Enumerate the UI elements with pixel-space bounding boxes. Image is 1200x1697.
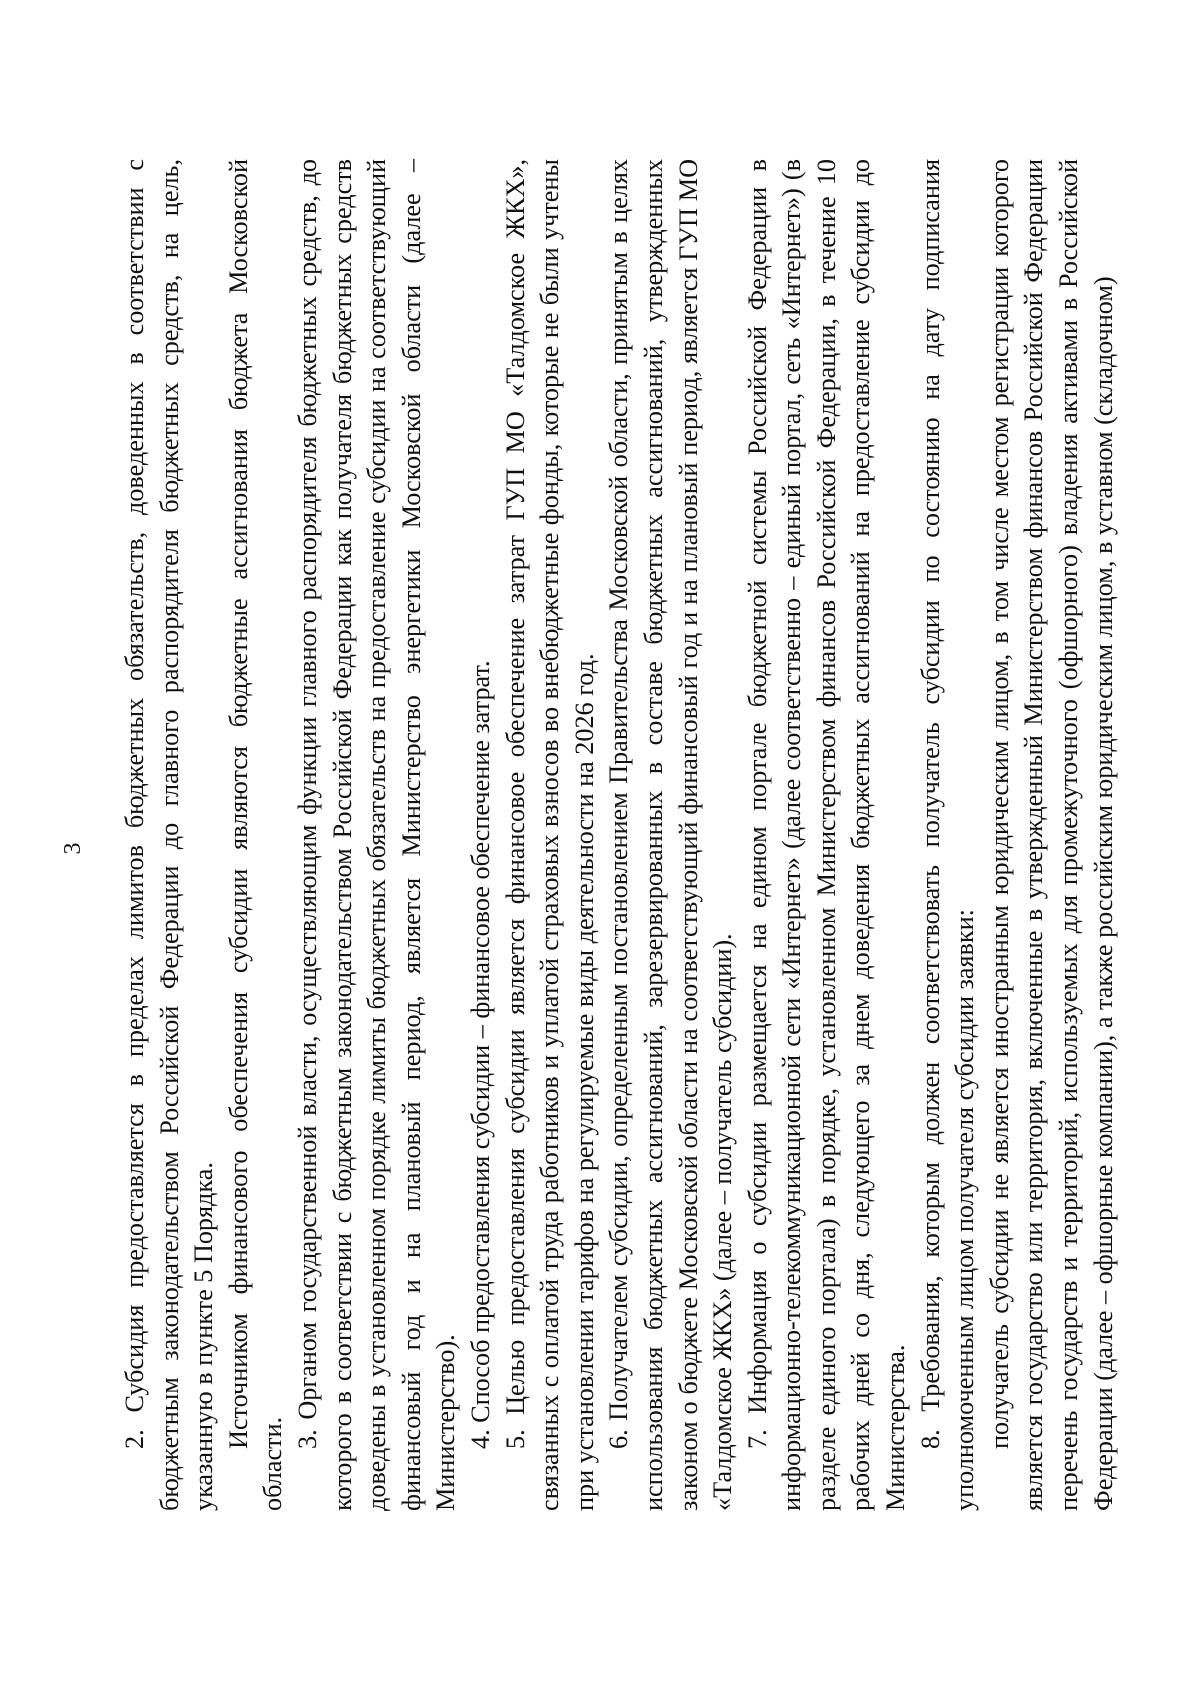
paragraph-5-subsidy-purpose: 5. Целью предоставления субсидии является финансовое обеспечение затрат ГУП МО «Талдомское ЖКХ», связанных с оплатой труда работников и уплатой страховых взносов во внебюджетные фонды, которые не были учтены при установлении тарифов на регулируемые виды деятельности на 2026 год. (500, 159, 599, 1511)
paragraph-requirement-not-foreign: получатель субсидии не является иностранным юридическим лицом, в том числе местом регистрации которого является государство или территория, включенные в утвержденный Министерством финансов Российской Федерации перечень государств и территорий, используемых для промежуточного (офшорного) владения активами в Российской Федерации (далее – офшорные компании), а также российским юридическим лицом, в уставном (складочном) (984, 159, 1118, 1511)
paragraph-funding-source: Источником финансового обеспечения субсидии являются бюджетные ассигнования бюджета Московской области. (223, 159, 288, 1511)
page-number: 3 (60, 842, 86, 855)
paragraph-8-requirements: 8. Требования, которым должен соответствовать получатель субсидии по состоянию на дату подписания уполномоченным лицом получателя субсидии заявки: (915, 159, 980, 1511)
paragraph-4-provision-method: 4. Способ предоставления субсидии – финансовое обеспечение затрат. (465, 660, 495, 1449)
paragraph-7-information-posting: 7. Информация о субсидии размещается на едином портале бюджетной системы Российской Федерации в информационно-телекоммуникационной сети «Интернет» (далее соответственно – единый портал, сеть «Интернет») (в разделе единого портала) в порядке, установленном Министерством финансов Российской Федерации, в течение 10 рабочих дней со дня, следующего за днем доведения бюджетных ассигнований на предоставление субсидии до Министерства. (742, 159, 911, 1511)
paragraph-6-recipient: 6. Получателем субсидии, определенным постановлением Правительства Московской области, принятым в целях использования бюджетных ассигнований, зарезервированных в составе бюджетных ассигнований, утвержденных законом о бюджете Московской области на соответствующий финансовый год и на плановый период, является ГУП МО «Талдомское ЖКХ» (далее – получатель субсидии). (604, 159, 738, 1511)
paragraph-2-subsidy-limits: 2. Субсидия предоставляется в пределах лимитов бюджетных обязательств, доведенных в соответствии с бюджетным законодательством Российской Федерации до главного распорядителя бюджетных средств, на цель, указанную в пункте 5 Порядка. (120, 159, 219, 1511)
document-body (118, 159, 1121, 1511)
paragraph-3-budget-authority: 3. Органом государственной власти, осуществляющим функции главного распорядителя бюджетных средств, до которого в соответствии с бюджетным законодательством Российской Федерации как получателя бюджетных средств доведены в установленном порядке лимиты бюджетных обязательств на предоставление субсидии на соответствующий финансовый год и на плановый период, является Министерство энергетики Московской области (далее – Министерство). (292, 159, 461, 1511)
